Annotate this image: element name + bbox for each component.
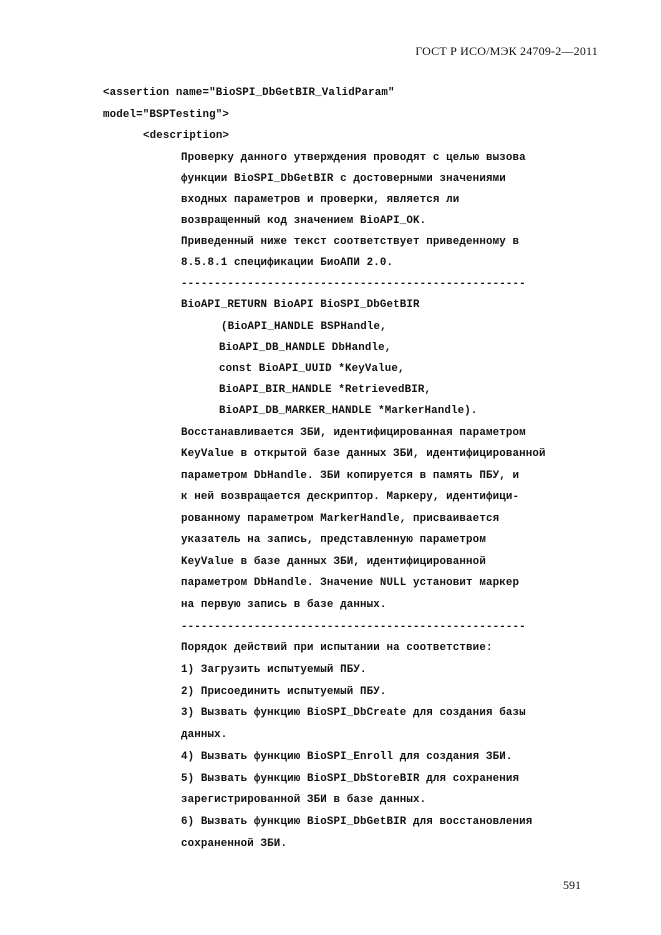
code-line: KeyValue в базе данных ЗБИ, идентифицированной [181, 556, 486, 568]
code-line: 2) Присоединить испытуемый ПБУ. [181, 686, 387, 698]
code-line: BioAPI_BIR_HANDLE *RetrievedBIR, [219, 384, 432, 396]
code-line: BioAPI_DB_HANDLE DbHandle, [219, 342, 392, 354]
code-line: BioAPI_RETURN BioAPI BioSPI_DbGetBIR [181, 299, 420, 311]
code-line: 1) Загрузить испытуемый ПБУ. [181, 664, 367, 676]
code-line: параметром DbHandle. Значение NULL установит маркер [181, 577, 520, 589]
code-line: указатель на запись, представленную параметром [181, 534, 486, 546]
separator-line: ---------------------------------------------------- [181, 278, 526, 290]
code-line: входных параметров и проверки, является ли [181, 194, 460, 206]
code-line: Восстанавливается ЗБИ, идентифицированная параметром [181, 427, 526, 439]
code-line: Порядок действий при испытании на соответствие: [181, 642, 493, 654]
code-line: рованному параметром MarkerHandle, присваивается [181, 513, 500, 525]
code-line: const BioAPI_UUID *KeyValue, [219, 363, 405, 375]
code-line: Проверку данного утверждения проводят с целью вызова [181, 152, 526, 164]
code-line: на первую запись в базе данных. [181, 599, 387, 611]
code-line: 8.5.8.1 спецификации БиоАПИ 2.0. [181, 257, 394, 269]
code-line: BioAPI_DB_MARKER_HANDLE *MarkerHandle). [219, 405, 478, 417]
page-number: 591 [563, 878, 581, 892]
code-line: 3) Вызвать функцию BioSPI_DbCreate для создания базы [181, 707, 526, 719]
code-line: 4) Вызвать функцию BioSPI_Enroll для создания ЗБИ. [181, 751, 513, 763]
code-line: KeyValue в открытой базе данных ЗБИ, идентифицированной [181, 448, 546, 460]
code-line: параметром DbHandle. ЗБИ копируется в память ПБУ, и [181, 470, 520, 482]
code-line: возвращенный код значением BioAPI_OK. [181, 215, 427, 227]
code-line: model="BSPTesting"> [103, 109, 229, 121]
document-header: ГОСТ Р ИСО/МЭК 24709-2—2011 [415, 44, 598, 58]
code-line: (BioAPI_HANDLE BSPHandle, [221, 321, 387, 333]
code-line: <assertion name="BioSPI_DbGetBIR_ValidParam" [103, 87, 395, 99]
code-line: 5) Вызвать функцию BioSPI_DbStoreBIR для сохранения [181, 773, 520, 785]
code-line: 6) Вызвать функцию BioSPI_DbGetBIR для восстановления [181, 816, 533, 828]
code-line: к ней возвращается дескриптор. Маркеру, идентифици- [181, 491, 520, 503]
code-line: данных. [181, 729, 228, 741]
code-line: сохраненной ЗБИ. [181, 838, 288, 850]
code-line: Приведенный ниже текст соответствует приведенному в [181, 236, 520, 248]
separator-line: ---------------------------------------------------- [181, 621, 526, 633]
code-line: <description> [143, 130, 230, 142]
code-line: функции BioSPI_DbGetBIR с достоверными значениями [181, 173, 506, 185]
code-line: зарегистрированной ЗБИ в базе данных. [181, 794, 427, 806]
